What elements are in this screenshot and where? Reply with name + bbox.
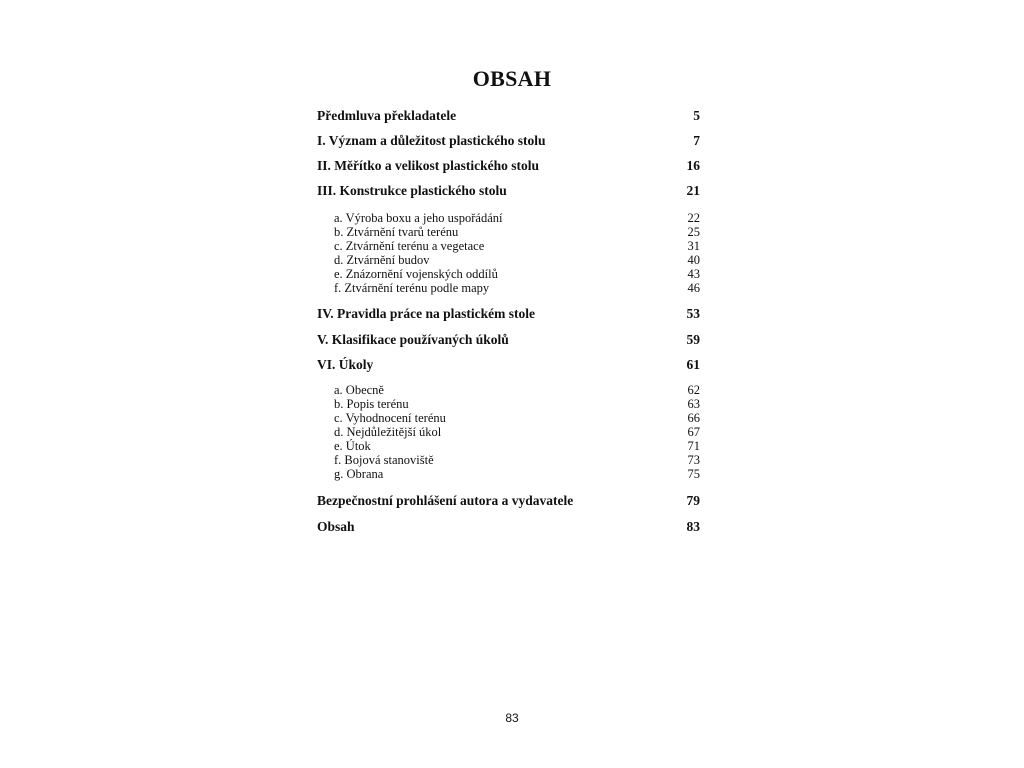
toc-entry-page: 59 — [686, 332, 700, 347]
toc-subentry — [317, 239, 700, 254]
toc-entry-page: 71 — [687, 439, 700, 453]
toc-entry-label: b. Popis terénu — [334, 397, 409, 411]
toc-entry — [317, 158, 700, 174]
toc-subentry — [317, 411, 700, 426]
toc-entry-page: 22 — [687, 211, 700, 225]
toc-subentry — [317, 383, 700, 398]
toc-entry-page: 43 — [687, 267, 700, 281]
toc-subentry — [317, 267, 700, 282]
toc-entry — [317, 183, 700, 199]
toc-entry-page: 7 — [693, 133, 700, 148]
page-number: 83 — [505, 711, 519, 725]
toc-subentry — [317, 397, 700, 412]
toc-entry — [317, 332, 700, 348]
toc-subentry — [317, 425, 700, 440]
toc-entry-page: 63 — [687, 397, 700, 411]
toc-entry-page: 62 — [687, 383, 700, 397]
toc-entry-label: d. Nejdůležitější úkol — [334, 425, 442, 439]
toc-entry-label: d. Ztvárnění budov — [334, 253, 430, 267]
toc-subentry — [317, 253, 700, 268]
toc-entry-label: Bezpečnostní prohlášení autora a vydavatele — [317, 493, 574, 508]
toc-entry-page: 83 — [686, 519, 700, 534]
toc-entry-page: 73 — [687, 453, 700, 467]
toc-entry-label: c. Vyhodnocení terénu — [334, 411, 446, 425]
toc-entry — [317, 519, 700, 535]
toc-entry-label: V. Klasifikace používaných úkolů — [317, 332, 509, 347]
toc-entry-label: II. Měřítko a velikost plastického stolu — [317, 158, 540, 173]
toc-entry-page: 79 — [686, 493, 700, 508]
toc-entry-label: a. Obecně — [334, 383, 384, 397]
toc-entry-label: g. Obrana — [334, 467, 384, 481]
toc-entry-page: 66 — [687, 411, 700, 425]
page-title: OBSAH — [472, 66, 552, 91]
toc-entry-page: 46 — [687, 281, 700, 295]
toc-entry-label: b. Ztvárnění tvarů terénu — [334, 225, 459, 239]
toc-entry-label: IV. Pravidla práce na plastickém stole — [317, 306, 535, 321]
toc-entry-page: 61 — [686, 357, 700, 372]
toc-entry-label: I. Význam a důležitost plastického stolu — [317, 133, 546, 148]
toc-entry-page: 5 — [693, 108, 700, 123]
toc-entry-page: 75 — [687, 467, 700, 481]
toc-subentry — [317, 281, 700, 296]
toc-subentry — [317, 467, 700, 482]
toc-entry — [317, 133, 700, 149]
toc-entry-page: 21 — [686, 183, 700, 198]
toc-entry-label: c. Ztvárnění terénu a vegetace — [334, 239, 485, 253]
toc-entry-page: 40 — [687, 253, 700, 267]
toc-entry-label: a. Výroba boxu a jeho uspořádání — [334, 211, 503, 225]
toc-entry-label: f. Bojová stanoviště — [334, 453, 434, 467]
toc-entry-label: Předmluva překladatele — [317, 108, 457, 123]
toc-entry — [317, 357, 700, 373]
toc-entry-page: 31 — [687, 239, 700, 253]
toc-entry — [317, 493, 700, 509]
toc-subentry — [317, 439, 700, 454]
toc-entry-page: 67 — [687, 425, 700, 439]
toc-subentry — [317, 453, 700, 468]
toc-entry-page: 53 — [686, 306, 700, 321]
toc-entry-label: f. Ztvárnění terénu podle mapy — [334, 281, 490, 295]
toc-entry — [317, 108, 700, 124]
toc-entry-label: e. Útok — [334, 439, 371, 453]
toc-entry-page: 25 — [687, 225, 700, 239]
toc-entry-label: VI. Úkoly — [317, 357, 374, 372]
toc-entry-page: 16 — [686, 158, 700, 173]
toc-entry-label: Obsah — [317, 519, 355, 534]
toc-subentry — [317, 211, 700, 226]
toc-entry — [317, 306, 700, 322]
toc-subentry — [317, 225, 700, 240]
toc-entry-label: III. Konstrukce plastického stolu — [317, 183, 507, 198]
toc-entry-label: e. Znázornění vojenských oddílů — [334, 267, 498, 281]
